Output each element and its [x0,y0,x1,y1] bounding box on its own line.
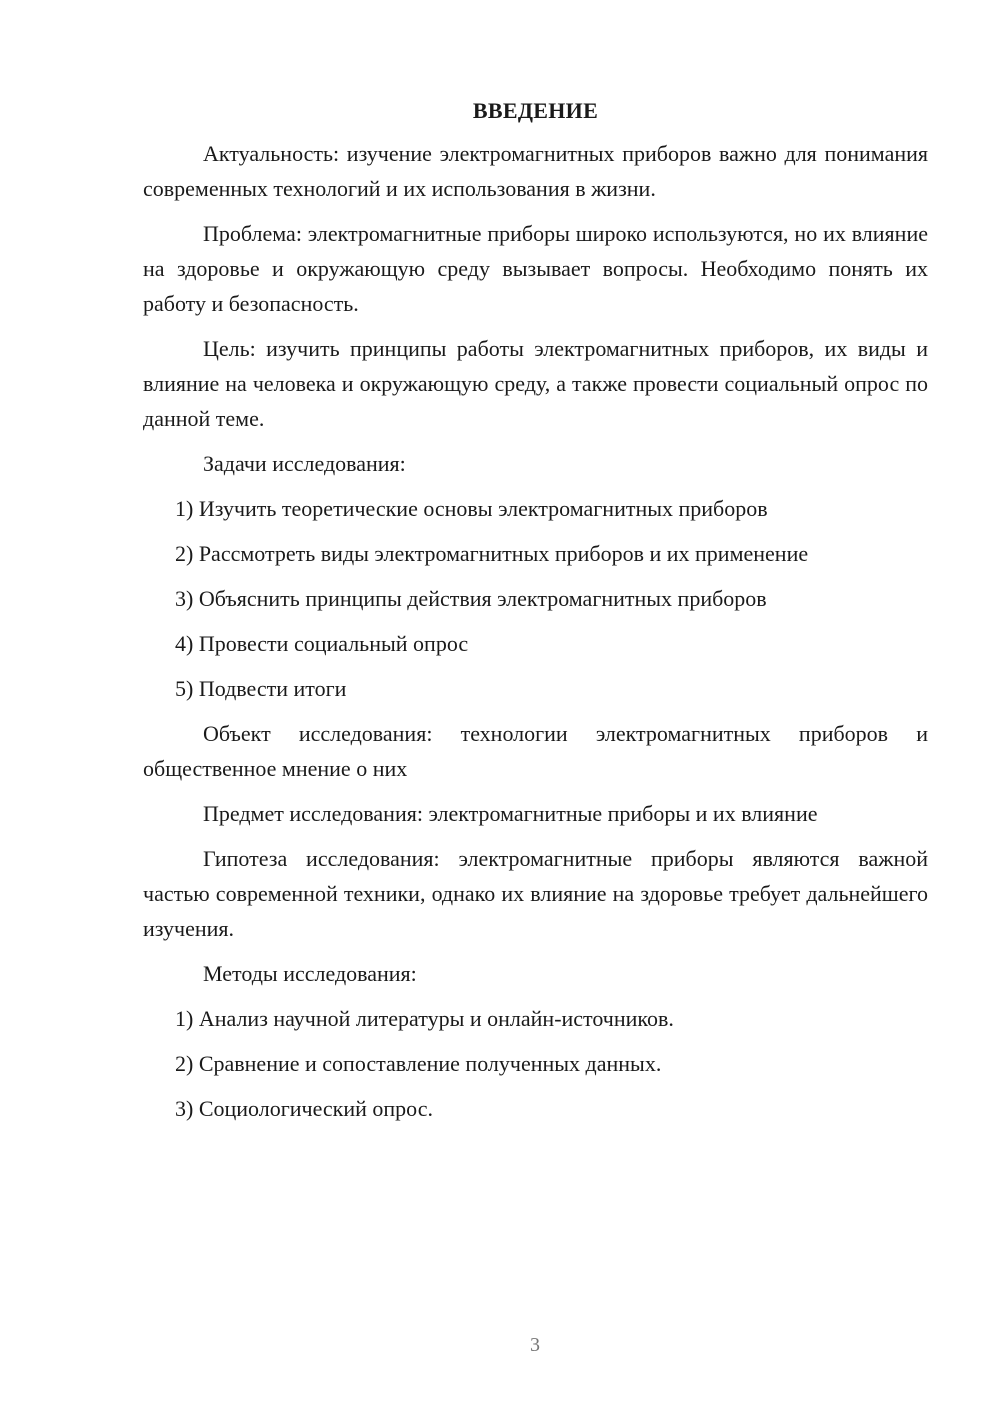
task-item: 3) Объяснить принципы действия электромагнитных приборов [175,586,767,611]
document-page [143,96,928,1136]
task-item: 1) Изучить теоретические основы электромагнитных приборов [175,496,768,521]
tasks-heading: Задачи исследования: [203,451,406,476]
object-paragraph: Объект исследования: технологии электромагнитных приборов и общественное мнение о них [143,721,928,781]
task-item: 2) Рассмотреть виды электромагнитных приборов и их применение [175,541,809,566]
goal-paragraph: Цель: изучить принципы работы электромагнитных приборов, их виды и влияние на человека и окружающую среду, а также провести социальный опрос по данной теме. [143,336,928,431]
page-title: ВВЕДЕНИЕ [472,98,599,123]
page-number: 3 [530,1334,540,1356]
subject-paragraph: Предмет исследования: электромагнитные приборы и их влияние [203,801,818,826]
method-item: 3) Социологический опрос. [175,1096,433,1121]
method-item: 1) Анализ научной литературы и онлайн-источников. [175,1006,674,1031]
task-item: 4) Провести социальный опрос [175,631,469,656]
methods-list [143,1001,928,1126]
task-item: 5) Подвести итоги [175,676,347,701]
relevance-paragraph: Актуальность: изучение электромагнитных приборов важно для понимания современных технологий и их использования в жизни. [143,141,928,201]
hypothesis-paragraph: Гипотеза исследования: электромагнитные приборы являются важной частью современной техники, однако их влияние на здоровье требует дальнейшего изучения. [143,846,928,941]
tasks-list [143,491,928,706]
problem-paragraph: Проблема: электромагнитные приборы широко используются, но их влияние на здоровье и окружающую среду вызывает вопросы. Необходимо понять их работу и безопасность. [143,221,928,316]
method-item: 2) Сравнение и сопоставление полученных данных. [175,1051,662,1076]
methods-heading: Методы исследования: [203,961,417,986]
